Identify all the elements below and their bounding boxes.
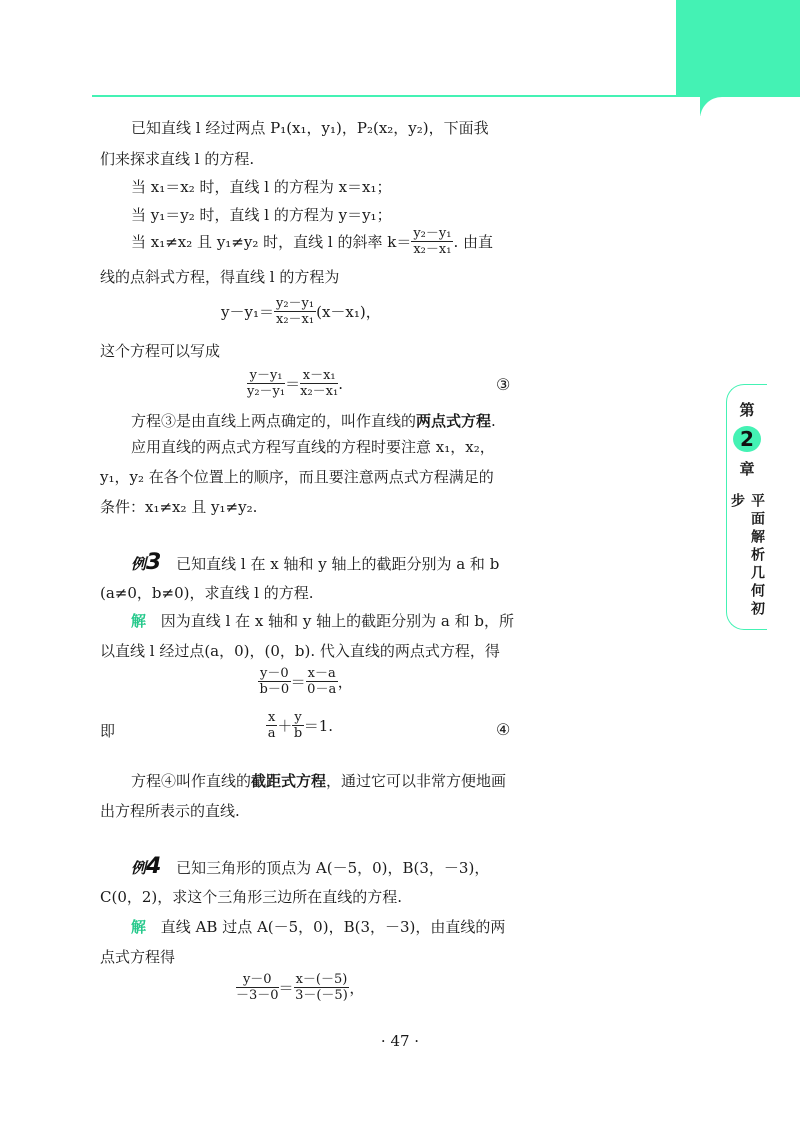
solution-label: 解 — [131, 612, 147, 630]
fraction-denominator: 0－a — [307, 682, 337, 697]
text-segment: 当 x₁≠x₂ 且 y₁≠y₂ 时，直线 l 的斜率 k＝ — [131, 233, 412, 251]
text-line: y₁，y₂ 在各个位置上的顺序，而且要注意两点式方程满足的 — [100, 468, 494, 486]
equation-4 — [266, 710, 333, 741]
example-3-heading — [131, 550, 499, 575]
eq-left: y－y₁＝ — [221, 303, 274, 321]
text-segment: 方程③是由直线上两点确定的，叫作直线的 — [131, 412, 417, 430]
fraction — [292, 710, 303, 741]
example-number: 3 — [146, 550, 162, 575]
example-label — [131, 854, 162, 879]
text-line: 出方程所表示的直线. — [100, 802, 240, 820]
solution-line — [131, 916, 505, 937]
equation-2 — [247, 368, 343, 399]
example-4-heading — [131, 854, 489, 879]
eq-operator: ＋ — [277, 717, 293, 735]
text-line: 应用直线的两点式方程写直线的方程时要注意 x₁，x₂， — [131, 438, 495, 456]
fraction-denominator: b — [293, 726, 303, 741]
solution-text: 直线 AB 过点 A(－5，0)，B(3，－3)，由直线的两 — [160, 918, 506, 936]
header-band — [676, 0, 800, 96]
fraction — [274, 296, 316, 327]
key-term: 两点式方程 — [416, 412, 492, 430]
eq-end: ， — [349, 979, 365, 997]
text-line: 已知直线 l 经过两点 P₁(x₁，y₁)，P₂(x₂，y₂)，下面我 — [131, 119, 489, 137]
fraction-numerator: y₂－y₁ — [275, 296, 315, 311]
fraction-numerator: x－a — [307, 666, 336, 681]
text-line: 条件：x₁≠x₂ 且 y₁≠y₂. — [100, 498, 258, 516]
fraction-numerator: y－0 — [236, 972, 279, 988]
text-ji: 即 — [100, 722, 116, 740]
text-line: 以直线 l 经过点(a，0)，(0，b). 代入直线的两点式方程，得 — [100, 642, 500, 660]
chapter-title: 平面解析几何初步 — [729, 493, 765, 620]
eq-end: ＝1. — [303, 717, 334, 735]
fraction — [266, 710, 277, 741]
eq-end: . — [338, 374, 344, 393]
example-word: 例 — [131, 555, 147, 573]
fraction-numerator: y₂－y₁ — [413, 226, 452, 241]
equation-label: ④ — [496, 720, 511, 739]
fraction-numerator: x－(－5) — [295, 972, 348, 987]
text-line: (a≠0，b≠0)，求直线 l 的方程. — [100, 584, 314, 602]
eq-right: (x－x₁)， — [316, 303, 381, 321]
fraction-numerator: y－y₁ — [247, 368, 285, 384]
solution-line — [131, 610, 514, 631]
example-text: 已知直线 l 在 x 轴和 y 轴上的截距分别为 a 和 b — [176, 555, 500, 573]
text-segment: 方程④叫作直线的 — [131, 772, 252, 790]
fraction-denominator: x₂－x₁ — [275, 312, 315, 327]
fraction-numerator: x — [268, 710, 276, 725]
chapter-tab — [726, 384, 767, 630]
text-line: 这个方程可以写成 — [100, 342, 221, 360]
equation-3 — [258, 666, 353, 697]
example-label — [131, 550, 162, 575]
text-segment: ，通过它可以非常方便地画 — [326, 772, 507, 790]
key-term: 截距式方程 — [251, 772, 327, 790]
example-number: 4 — [146, 854, 162, 879]
eq-operator: ＝ — [290, 673, 306, 691]
equation-5 — [236, 972, 364, 1003]
fraction-denominator: y₂－y₁ — [247, 384, 286, 399]
fraction — [258, 666, 291, 697]
text-line — [131, 770, 506, 791]
slope-line — [131, 226, 493, 257]
fraction-denominator: x₂－x₁ — [413, 242, 452, 257]
fraction-denominator: a — [267, 726, 276, 741]
fraction-denominator: b－0 — [259, 682, 290, 697]
text-segment: . 由直 — [453, 233, 493, 251]
text-segment: . — [491, 412, 496, 430]
fraction-numerator: x－x₁ — [300, 368, 338, 384]
text-line: 当 y₁＝y₂ 时，直线 l 的方程为 y＝y₁； — [131, 206, 392, 224]
fraction-denominator: 3－(－5) — [295, 988, 348, 1003]
equation-1 — [221, 296, 381, 327]
fraction — [306, 666, 338, 697]
text-line: C(0，2)，求这个三角形三边所在直线的方程. — [100, 888, 403, 906]
solution-text: 因为直线 l 在 x 轴和 y 轴上的截距分别为 a 和 b，所 — [160, 612, 514, 630]
fraction — [300, 368, 338, 399]
eq-operator: ＝ — [285, 375, 301, 393]
fraction-denominator: －3－0 — [236, 988, 279, 1003]
eq-end: ， — [337, 673, 353, 691]
text-line: 们来探求直线 l 的方程. — [100, 150, 255, 168]
fraction-numerator: y－0 — [260, 666, 289, 681]
text-line: 线的点斜式方程，得直线 l 的方程为 — [100, 268, 340, 286]
text-line: 当 x₁＝x₂ 时，直线 l 的方程为 x＝x₁； — [131, 178, 392, 196]
fraction — [294, 972, 350, 1003]
fraction — [247, 368, 285, 399]
header-rule — [92, 95, 702, 97]
eq-operator: ＝ — [278, 979, 294, 997]
text-line: 点式方程得 — [100, 948, 176, 966]
fraction-denominator: x₂－x₁ — [300, 384, 339, 399]
header-corner-mask — [700, 97, 800, 137]
fraction-numerator: y — [294, 710, 302, 725]
equation-label: ③ — [496, 375, 511, 394]
solution-label: 解 — [131, 918, 147, 936]
chapter-suffix: 章 — [739, 460, 755, 479]
example-word: 例 — [131, 859, 147, 877]
chapter-prefix: 第 — [739, 401, 755, 419]
fraction — [236, 972, 279, 1003]
page-number: · 47 · — [380, 1032, 420, 1050]
chapter-number: 2 — [733, 426, 761, 452]
text-line — [131, 410, 496, 431]
fraction — [411, 226, 453, 257]
example-text: 已知三角形的顶点为 A(－5，0)，B(3，－3)， — [176, 859, 490, 877]
